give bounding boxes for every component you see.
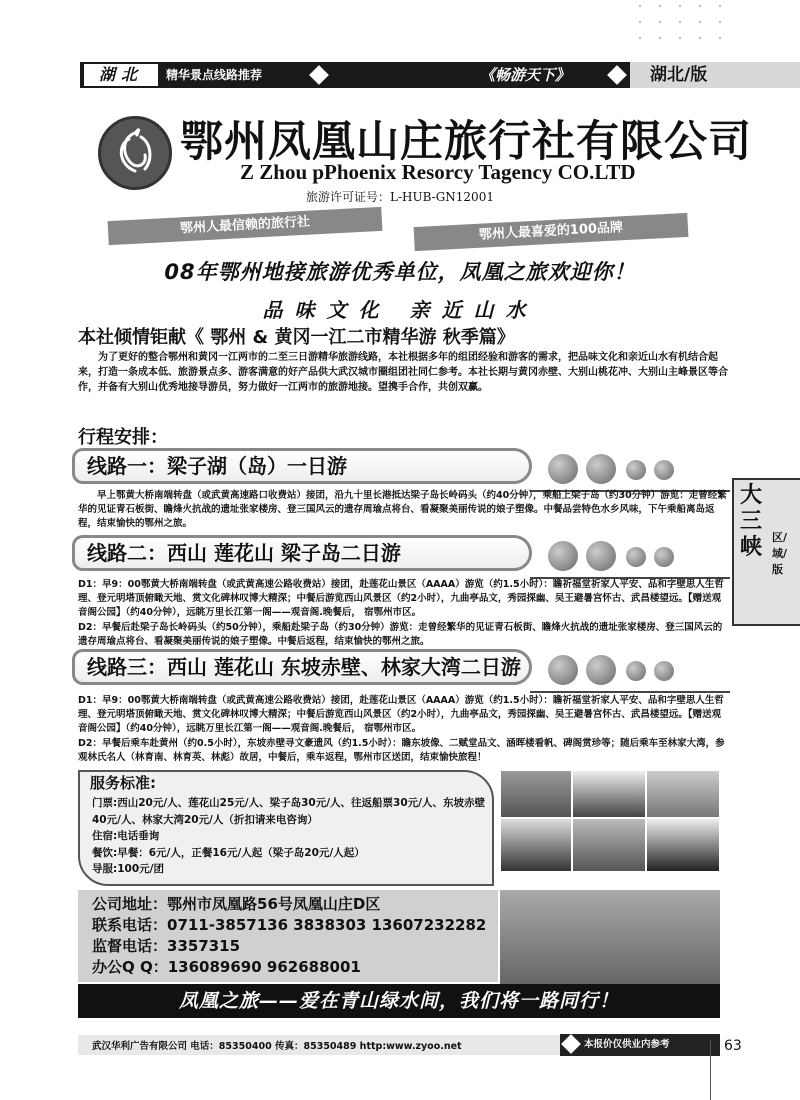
decorative-ball-icon <box>586 655 616 685</box>
service-label: 住宿: <box>92 830 118 842</box>
motto: 品味文化 亲近山水 <box>262 298 538 322</box>
footer-ad: 武汉华利广告有限公司 电话：85350400 传真：85350489 http:www.zyoo.net <box>92 1041 462 1052</box>
page-number: 63 <box>724 1038 742 1054</box>
scenery-photo <box>572 818 646 872</box>
divider <box>530 691 730 693</box>
schedule-heading: 行程安排： <box>78 427 168 448</box>
service-value: 100元/团 <box>117 863 164 875</box>
header-edition: 湖北/版 <box>630 62 800 88</box>
decorative-ball-icon <box>586 541 616 571</box>
side-tab-subtitle: 区/域/版 <box>772 531 788 576</box>
banner-favorite: 鄂州人最喜爱的100品牌 <box>414 213 689 251</box>
service-label: 餐饮: <box>92 846 118 859</box>
company-name-en: Z Zhou pPhoenix Resorcy Tagency CO.LTD <box>240 160 636 184</box>
header-magazine: 《畅游天下》 <box>480 66 571 84</box>
route-2-day1: D1：早9：00鄂黄大桥南端转盘（或武黄高速公路收费站）接团，赴莲花山景区（AAAA）游览（约1.5小时）：瞻祈福堂祈家人平安、品和字壁思人生哲理、登元明塔顶俯瞰天地、赏文化碑林叹博大精深；中餐后游览西山风景区（约2小时），九曲亭品文，秀园探幽、吴王避暑宫怀古、武昌楼望远。【赠送观音阁公园】（约40分钟），远眺万里长江第一阁——观音阁.晚餐后， 宿鄂州市区。 <box>78 579 724 619</box>
welcome-headline: 08年鄂州地接旅游优秀单位，凤凰之旅欢迎你！ <box>164 260 636 284</box>
tagline: 凤凰之旅——爱在青山绿水间，我们将一路同行！ <box>78 984 720 1018</box>
service-value: 电话垂询 <box>117 830 160 842</box>
route-1-text: 早上鄂黄大桥南端转盘（或武黄高速路口收费站）接团，沿九十里长港抵达梁子岛长岭码头（约40分钟），乘船上梁子岛（约30分钟）游览：走曾经繁华的见证青石板街、瞻烽火抗战的遗址张家楼房、登三国风云的遗存周瑜点将台、看凝聚美丽传说的娘子塑像。中餐品尝特色水乡风味，下午乘船离岛返程，结束愉快的鄂州之旅。 <box>78 490 727 530</box>
scenery-photo <box>572 770 646 818</box>
decorative-ball-icon <box>626 460 646 480</box>
decorative-ball-icon <box>548 454 578 484</box>
decorative-ball-icon <box>626 661 646 681</box>
route-3-title: 线路三：西山 莲花山 东坡赤壁、林家大湾二日游 <box>72 649 532 685</box>
route-3-day1: D1：早9：00鄂黄大桥南端转盘（或武黄高速公路收费站）接团，赴莲花山景区（AAAA）游览（约1.5小时）：瞻祈福堂祈家人平安、品和字壁思人生哲理、登元明塔顶俯瞰天地、赏文化碑林叹博大精深；中餐后游览西山风景区（约2小时），九曲亭品文，秀园探幽、吴王避暑宫怀古、武昌楼望远。【赠送观音阁公园】（约40分钟），远眺万里长江第一阁——观音阁.晚餐后， 宿鄂州市区。 <box>78 695 724 735</box>
decorative-ball-icon <box>586 454 616 484</box>
scenery-photo <box>646 770 720 818</box>
service-item <box>92 828 492 845</box>
service-list <box>92 795 492 878</box>
service-label: 导服: <box>92 863 118 875</box>
supervise-phone: 监督电话：3357315 <box>92 937 241 955</box>
decorative-dot-grid <box>620 0 730 58</box>
phone: 联系电话：0711-3857136 3838303 13607232282 <box>92 916 487 934</box>
route-2-text <box>78 578 728 649</box>
intro-paragraph: 为了更好的整合鄂州和黄冈一江两市的二至三日游精华旅游线路，本社根据多年的组团经验和游客的需求，把品味文化和亲近山水有机结合起来，打造一条成本低、旅游景点多、游客满意的好产品供大武汉城市圈组团社同仁参考。本社长期与黄冈赤壁、大别山桃花冲、大别山主峰景区等合作，并备有大别山优秀地接导游员，努力做好一江两市的旅游地接。望携手合作，共创双赢。 <box>78 352 728 393</box>
license-number: 旅游许可证号：L-HUB-GN12001 <box>306 190 494 204</box>
route-2-day2: D2：早餐后赴梁子岛长岭码头（约50分钟），乘船赴梁子岛（约30分钟）游览：走曾经繁华的见证青石板街、瞻烽火抗战的遗址张家楼房、登三国风云的遗存周瑜点将台、看凝聚美丽传说的娘子塑像。中餐后返程，结束愉快的鄂州之旅。 <box>78 621 723 647</box>
divider <box>710 1040 711 1100</box>
golf-course-photo <box>500 890 720 984</box>
footer-note: 本报价仅供业内参考 <box>560 1034 720 1056</box>
phoenix-logo-icon <box>98 116 172 190</box>
service-item <box>92 845 492 862</box>
route-3-day2: D2：早餐后乘车赴黄州（约0.5小时），东坡赤壁寻文豪遗风（约1.5小时）：瞻东坡像、二赋堂品文、涵晖楼看帆、碑阁赏珍等；随后乘车至林家大湾，参观林氏名人（林育南、林育英、林彪）故居，中餐后，乘车返程，鄂州市区送团，结束愉快旅程！ <box>78 737 725 763</box>
service-value: 西山20元/人、莲花山25元/人、梁子岛30元/人、往返船票30元/人、东坡赤壁40元/人、林家大湾20元/人（折扣请来电咨询） <box>92 797 485 826</box>
pagoda-photo <box>500 818 572 872</box>
decorative-ball-icon <box>654 460 674 480</box>
service-title: 服务标准: <box>90 774 156 792</box>
tour-title: 本社倾情钜献《 鄂州 & 黄冈一江二市精华游 秋季篇》 <box>78 327 515 348</box>
service-value: 早餐：6元/人，正餐16元/人起（梁子岛20元/人起） <box>117 846 365 859</box>
pavilion-photo <box>646 818 720 872</box>
service-item <box>92 861 492 878</box>
service-item <box>92 795 492 828</box>
route-3-text <box>78 694 728 765</box>
header-region: 湖北 <box>84 64 158 86</box>
address: 公司地址：鄂州市凤凰路56号凤凰山庄D区 <box>92 895 381 913</box>
route-1-title: 线路一：梁子湖（岛）一日游 <box>72 448 532 484</box>
contact-info <box>92 894 492 978</box>
decorative-ball-icon <box>654 547 674 567</box>
header-slogan: 精华景点线路推荐 <box>166 68 263 82</box>
side-tab-title: 大三峡 <box>740 482 763 560</box>
route-2-title: 线路二：西山 莲花山 梁子岛二日游 <box>72 535 532 571</box>
service-label: 门票: <box>92 797 118 809</box>
decorative-ball-icon <box>626 547 646 567</box>
decorative-ball-icon <box>548 541 578 571</box>
banner-trusted: 鄂州人最信赖的旅行社 <box>108 207 383 245</box>
office-qq: 办公Q Q：136089690 962688001 <box>92 958 361 976</box>
decorative-ball-icon <box>654 661 674 681</box>
company-name-cn: 鄂州凤凰山庄旅行社有限公司 <box>180 117 752 167</box>
scenery-photo <box>500 770 572 818</box>
decorative-ball-icon <box>548 655 578 685</box>
